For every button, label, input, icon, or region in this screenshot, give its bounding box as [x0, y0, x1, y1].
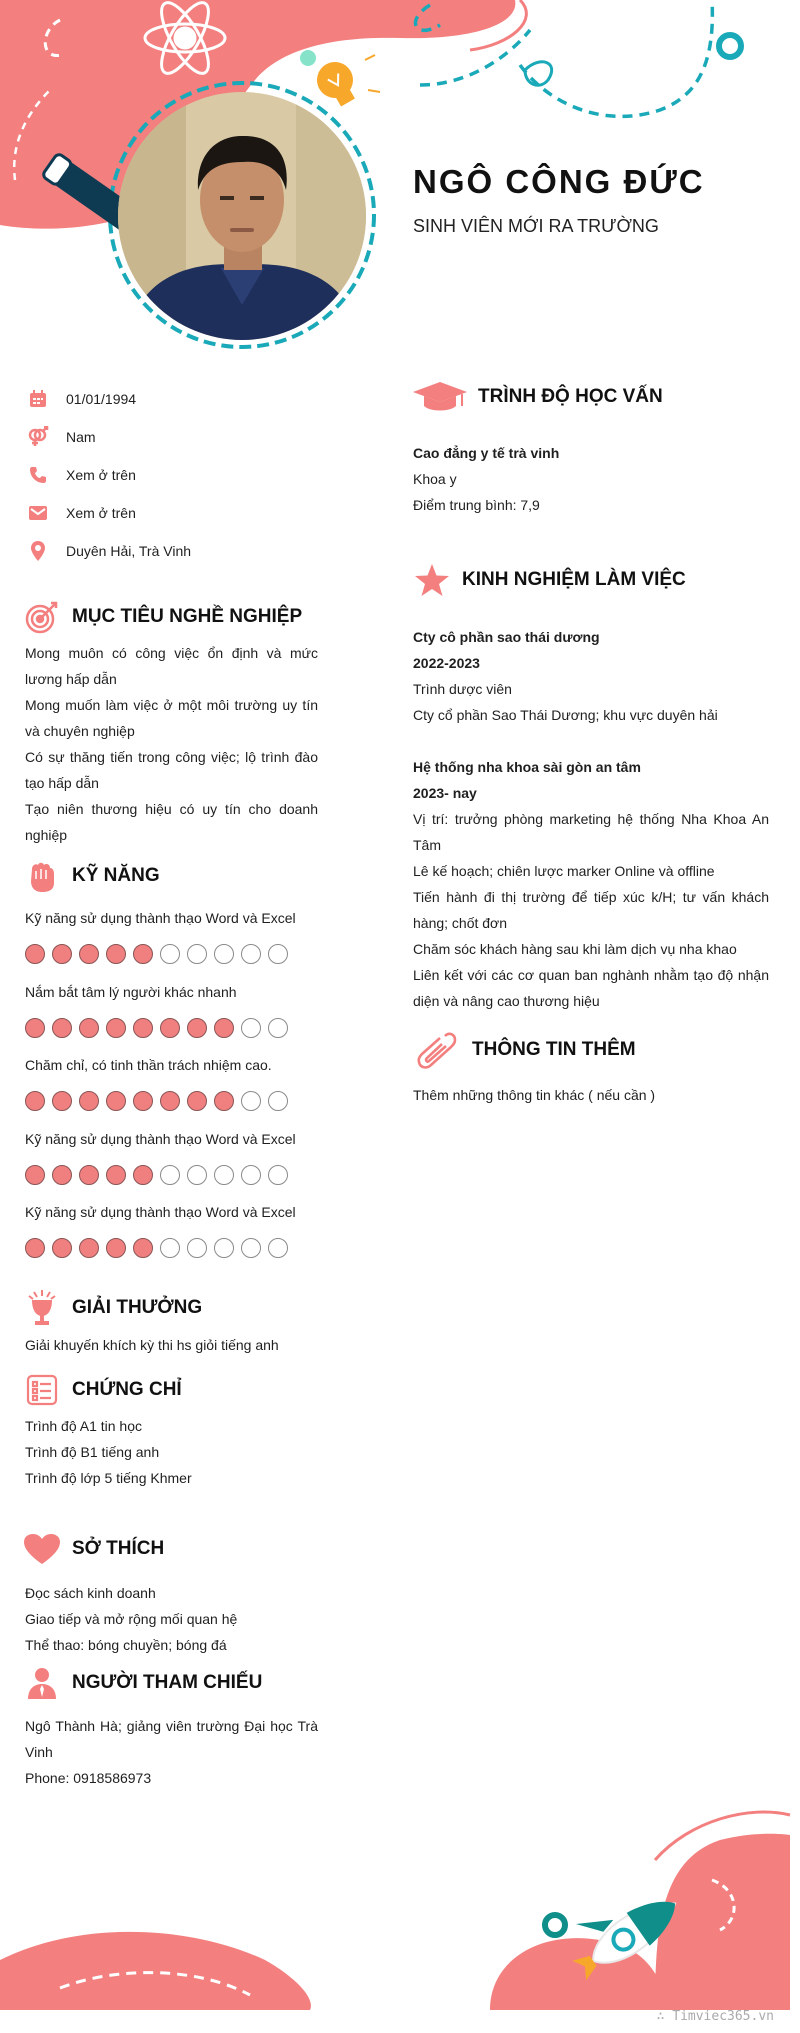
- rating-dot-empty: [214, 944, 234, 964]
- contact-address: [26, 532, 356, 570]
- rating-dot-filled: [187, 1091, 207, 1111]
- rating-dot-empty: [241, 1018, 261, 1038]
- rating-dot-filled: [160, 1091, 180, 1111]
- job-line: Vị trí: trưởng phòng marketing hệ thống Nha Khoa An Tâm: [413, 811, 769, 853]
- hobbies-heading: SỞ THÍCH: [22, 1529, 164, 1569]
- contact-text: 01/01/1994: [66, 391, 137, 407]
- objective-line: Có sự thăng tiến trong công việc; lộ trình đào tạo hấp dẫn: [25, 749, 318, 791]
- education-line: Điểm trung bình: 7,9: [413, 497, 540, 513]
- rating-dot-empty: [160, 1238, 180, 1258]
- award-line: Giải khuyến khích kỳ thi hs giỏi tiếng anh: [25, 1337, 279, 1353]
- rating-dot-empty: [268, 1238, 288, 1258]
- rating-dot-filled: [52, 1018, 72, 1038]
- objective-heading: MỤC TIÊU NGHỀ NGHIỆP: [22, 597, 302, 637]
- objective-line: Mong muốn làm việc ở một môi trường uy tín và chuyên nghiệp: [25, 697, 318, 739]
- contact-text: Nam: [66, 429, 96, 445]
- certificate-line: Trình độ lớp 5 tiếng Khmer: [25, 1470, 192, 1486]
- rating-dot-empty: [160, 944, 180, 964]
- skill-rating: [25, 1018, 288, 1038]
- rating-dot-filled: [106, 944, 126, 964]
- rating-dot-filled: [52, 1091, 72, 1111]
- rating-dot-filled: [25, 1238, 45, 1258]
- contact-birthdate: [26, 380, 356, 418]
- rating-dot-empty: [187, 1238, 207, 1258]
- rating-dot-filled: [187, 1018, 207, 1038]
- rating-dot-filled: [133, 1165, 153, 1185]
- extra-heading: THÔNG TIN THÊM: [412, 1030, 636, 1070]
- contact-info: [26, 380, 356, 570]
- target-icon: [22, 597, 62, 637]
- references-text: [25, 1713, 318, 1791]
- rating-dot-filled: [133, 1091, 153, 1111]
- certificates-heading: CHỨNG CHỈ: [22, 1370, 182, 1410]
- education-heading: TRÌNH ĐỘ HỌC VẤN: [412, 377, 663, 417]
- rating-dot-filled: [79, 1165, 99, 1185]
- experience-heading: KINH NGHIỆM LÀM VIỆC: [412, 560, 686, 600]
- rating-dot-filled: [133, 1238, 153, 1258]
- certificate-line: Trình độ B1 tiếng anh: [25, 1444, 160, 1460]
- candidate-name: NGÔ CÔNG ĐỨC: [413, 163, 705, 200]
- certificates-text: [25, 1413, 318, 1491]
- rating-dot-empty: [241, 1238, 261, 1258]
- experience-job-1: [413, 624, 769, 728]
- fist-icon: [22, 856, 62, 896]
- calendar-icon: [26, 387, 50, 411]
- references-heading: NGƯỜI THAM CHIẾU: [22, 1663, 262, 1703]
- rating-dot-empty: [187, 944, 207, 964]
- certificate-line: Trình độ A1 tin học: [25, 1418, 142, 1434]
- rating-dot-filled: [79, 1091, 99, 1111]
- skill-label: Kỹ năng sử dụng thành thạo Word và Excel: [25, 1204, 296, 1220]
- rating-dot-filled: [79, 944, 99, 964]
- rating-dot-filled: [79, 1018, 99, 1038]
- rating-dot-filled: [133, 1018, 153, 1038]
- rating-dot-empty: [268, 1018, 288, 1038]
- job-line: Cty cổ phần Sao Thái Dương; khu vực duyên hải: [413, 707, 718, 723]
- job-period: 2022-2023: [413, 655, 480, 671]
- experience-job-2: [413, 754, 769, 1014]
- paperclip-icon: [412, 1030, 462, 1070]
- job-period: 2023- nay: [413, 785, 477, 801]
- education-line: Khoa y: [413, 471, 457, 487]
- rating-dot-filled: [25, 1165, 45, 1185]
- hobby-line: Giao tiếp và mở rộng mối quan hệ: [25, 1611, 238, 1627]
- job-company: Hệ thống nha khoa sài gòn an tâm: [413, 759, 641, 775]
- rating-dot-filled: [52, 944, 72, 964]
- job-line: Trình dược viên: [413, 681, 512, 697]
- rating-dot-empty: [214, 1165, 234, 1185]
- star-icon: [412, 560, 452, 600]
- contact-text: Duyên Hải, Trà Vinh: [66, 543, 192, 559]
- watermark: ∴ Timviec365.vn: [656, 2009, 774, 2024]
- job-line: Lê kế hoạch; chiên lược marker Online và offline: [413, 863, 715, 879]
- rating-dot-filled: [214, 1018, 234, 1038]
- rating-dot-empty: [241, 1091, 261, 1111]
- rating-dot-filled: [52, 1165, 72, 1185]
- rating-dot-empty: [241, 944, 261, 964]
- rating-dot-filled: [25, 944, 45, 964]
- graduation-cap-icon: [412, 377, 468, 417]
- extra-line: Thêm những thông tin khác ( nếu cần ): [413, 1087, 656, 1103]
- checklist-icon: [22, 1370, 62, 1410]
- extra-text: [413, 1082, 769, 1108]
- job-company: Cty cô phần sao thái dương: [413, 629, 600, 645]
- skill-label: Nắm bắt tâm lý người khác nhanh: [25, 983, 237, 1000]
- education-school: Cao đẳng y tế trà vinh: [413, 445, 560, 461]
- contact-text: Xem ở trên: [66, 505, 136, 521]
- awards-heading: GIẢI THƯỞNG: [22, 1288, 202, 1328]
- rating-dot-filled: [160, 1018, 180, 1038]
- job-line: Chăm sóc khách hàng sau khi làm dịch vụ nha khao: [413, 941, 737, 957]
- rating-dot-empty: [241, 1165, 261, 1185]
- rating-dot-empty: [268, 1091, 288, 1111]
- rating-dot-filled: [25, 1091, 45, 1111]
- skill-label: Chăm chỉ, có tinh thần trách nhiệm cao.: [25, 1057, 272, 1073]
- rating-dot-empty: [187, 1165, 207, 1185]
- rating-dot-filled: [106, 1018, 126, 1038]
- skill-rating: [25, 1165, 288, 1185]
- reference-line: Ngô Thành Hà; giảng viên trường Đại học Trà Vinh: [25, 1718, 318, 1760]
- person-icon: [22, 1663, 62, 1703]
- rating-dot-empty: [214, 1238, 234, 1258]
- objective-line: Tạo niên thương hiệu có uy tín cho doanh nghiệp: [25, 801, 318, 843]
- rating-dot-filled: [214, 1091, 234, 1111]
- rating-dot-empty: [268, 944, 288, 964]
- awards-text: [25, 1332, 318, 1358]
- rating-dot-empty: [268, 1165, 288, 1185]
- phone-icon: [26, 463, 50, 487]
- skill-label: Kỹ năng sử dụng thành thạo Word và Excel: [25, 1130, 296, 1147]
- rating-dot-filled: [106, 1091, 126, 1111]
- hobby-line: Thể thao: bóng chuyền; bóng đá: [25, 1637, 227, 1653]
- contact-email: [26, 494, 356, 532]
- candidate-title: SINH VIÊN MỚI RA TRƯỜNG: [413, 216, 659, 236]
- rating-dot-filled: [52, 1238, 72, 1258]
- contact-gender: [26, 418, 356, 456]
- rating-dot-filled: [79, 1238, 99, 1258]
- email-icon: [26, 501, 50, 525]
- rating-dot-filled: [133, 944, 153, 964]
- reference-line: Phone: 0918586973: [25, 1770, 152, 1786]
- profile-photo: [116, 90, 368, 342]
- contact-text: Xem ở trên: [66, 467, 136, 483]
- skills-heading: KỸ NĂNG: [22, 856, 160, 896]
- skill-rating: [25, 1091, 288, 1111]
- hobby-line: Đọc sách kinh doanh: [25, 1585, 156, 1601]
- hobbies-text: [25, 1580, 318, 1658]
- rating-dot-filled: [106, 1165, 126, 1185]
- job-line: Liên kết với các cơ quan ban nghành nhằm tạo độ nhận diện và nâng cao thương hiệu: [413, 967, 769, 1009]
- rating-dot-filled: [25, 1018, 45, 1038]
- location-pin-icon: [26, 539, 50, 563]
- job-line: Tiến hành đi thị trường để tiếp xúc k/H; tư vấn khách hàng; chốt đơn: [413, 889, 769, 931]
- skill-rating: [25, 1238, 288, 1258]
- skill-label: Kỹ năng sử dụng thành thạo Word và Excel: [25, 910, 296, 926]
- rating-dot-empty: [160, 1165, 180, 1185]
- trophy-icon: [22, 1288, 62, 1328]
- rating-dot-filled: [106, 1238, 126, 1258]
- objective-text: [25, 640, 318, 848]
- gender-icon: [26, 425, 50, 449]
- contact-phone: [26, 456, 356, 494]
- education-text: [413, 440, 769, 518]
- objective-line: Mong muôn có công việc ổn định và mức lương hấp dẫn: [25, 645, 318, 687]
- heart-icon: [22, 1529, 62, 1569]
- skill-rating: [25, 944, 288, 964]
